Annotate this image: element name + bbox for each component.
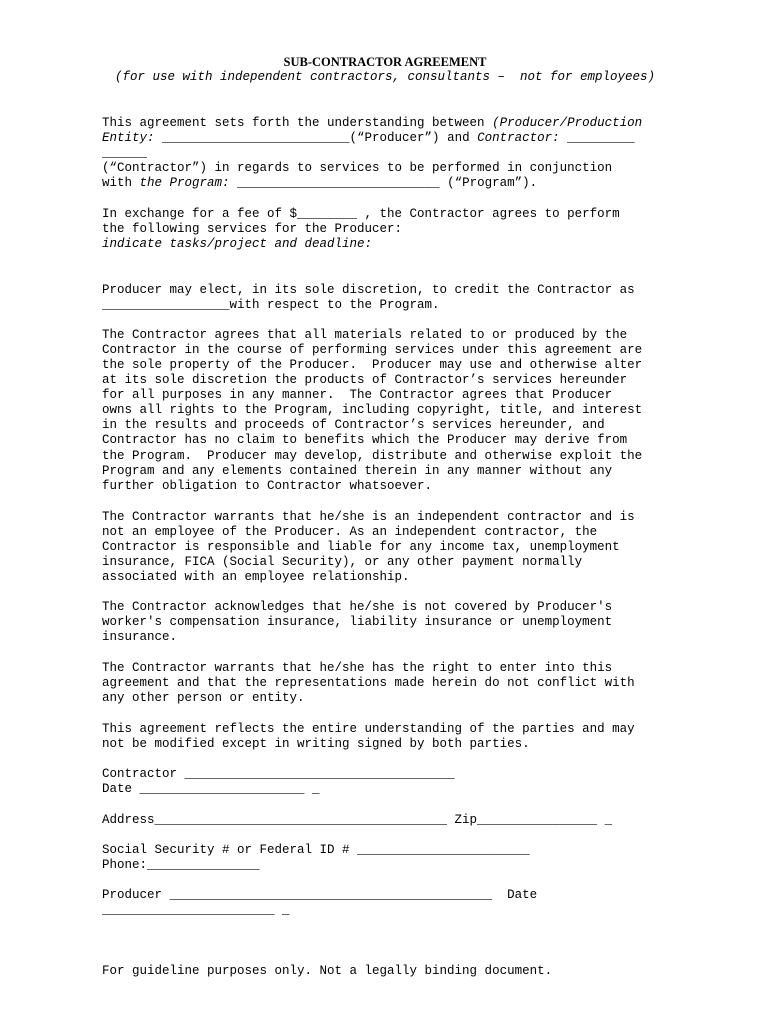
materials-line: owns all rights to the Program, including copyright, title, and interest [102,403,643,417]
intro-text: with [102,176,140,190]
materials-line: at its sole discretion the products of Contractor’s services hereunder [102,373,628,387]
entity-label: Entity: [102,131,155,145]
rights-line: any other person or entity. [102,691,305,705]
fee-line-2: the following services for the Producer: [102,222,403,236]
contractor-date-line: Date ______________________ _ [102,782,320,796]
entire-line: not be modified except in writing signed by both parties. [102,737,530,751]
contractor-label: Contractor: [477,131,560,145]
materials-line: Contractor has no claim to benefits which the Producer may derive from [102,433,628,447]
footer-disclaimer: For guideline purposes only. Not a legally binding document. [102,964,553,978]
materials-line: Contractor in the course of performing services under this agreement are [102,343,643,357]
independent-line: insurance, FICA (Social Security), or any other payment normally [102,555,583,569]
document-title: SUB-CONTRACTOR AGREEMENT [283,55,487,69]
document-subtitle: (for use with independent contractors, consultants – not for employees) [114,70,656,84]
producer-blank: _________________________(“Producer”) and [154,131,478,145]
credit-line-1: Producer may elect, in its sole discretion, to credit the Contractor as [102,283,635,297]
materials-line: The Contractor agrees that all materials related to or produced by the [102,328,628,342]
fee-line-3: indicate tasks/project and deadline: [102,237,373,251]
independent-line: not an employee of the Producer. As an independent contractor, the [102,525,598,539]
independent-line: The Contractor warrants that he/she is an independent contractor and is [102,510,635,524]
contractor-blank: _________ [559,131,635,145]
phone-line: Phone:_______________ [102,858,260,872]
intro-text: This agreement sets forth the understanding between [102,116,493,130]
intro-line-3: ______ [102,146,148,160]
contractor-signature-line: Contractor ____________________________________ [102,767,455,781]
materials-line: Program and any elements contained therein in any manner without any [102,464,613,478]
insurance-line: The Contractor acknowledges that he/she is not covered by Producer's [102,600,613,614]
address-line: Address_______________________________________ Zip________________ _ [102,813,613,827]
intro-line-4: (“Contractor”) in regards to services to be performed in conjunction [102,161,613,175]
ssn-line: Social Security # or Federal ID # _______________________ [102,843,530,857]
rights-line: agreement and that the representations made herein do not conflict with [102,676,635,690]
materials-line: for all purposes in any manner. The Contractor agrees that Producer [102,388,613,402]
producer-signature-line: Producer ___________________________________________ Date [102,888,538,902]
entire-line: This agreement reflects the entire understanding of the parties and may [102,722,635,736]
intro-line-5 [102,176,537,191]
producer-entity-label: (Producer/Production [492,116,643,130]
rights-line: The Contractor warrants that he/she has the right to enter into this [102,661,613,675]
independent-line: associated with an employee relationship. [102,570,410,584]
independent-line: Contractor is responsible and liable for any income tax, unemployment [102,540,620,554]
program-blank: ___________________________ (“Program”). [229,176,538,190]
intro-line-1 [102,116,642,131]
intro-line-2 [102,131,635,146]
fee-line-1: In exchange for a fee of $________ , the Contractor agrees to perform [102,207,620,221]
insurance-line: insurance. [102,630,178,644]
materials-line: further obligation to Contractor whatsoever. [102,479,433,493]
producer-date-line: _______________________ _ [102,903,290,917]
credit-line-2: _________________with respect to the Program. [102,298,440,312]
program-label: the Program: [139,176,230,190]
insurance-line: worker's compensation insurance, liability insurance or unemployment [102,615,613,629]
materials-line: in the results and proceeds of Contractor’s services hereunder, and [102,418,605,432]
materials-line: the sole property of the Producer. Producer may use and otherwise alter [102,358,643,372]
materials-line: the Program. Producer may develop, distribute and otherwise exploit the [102,449,643,463]
